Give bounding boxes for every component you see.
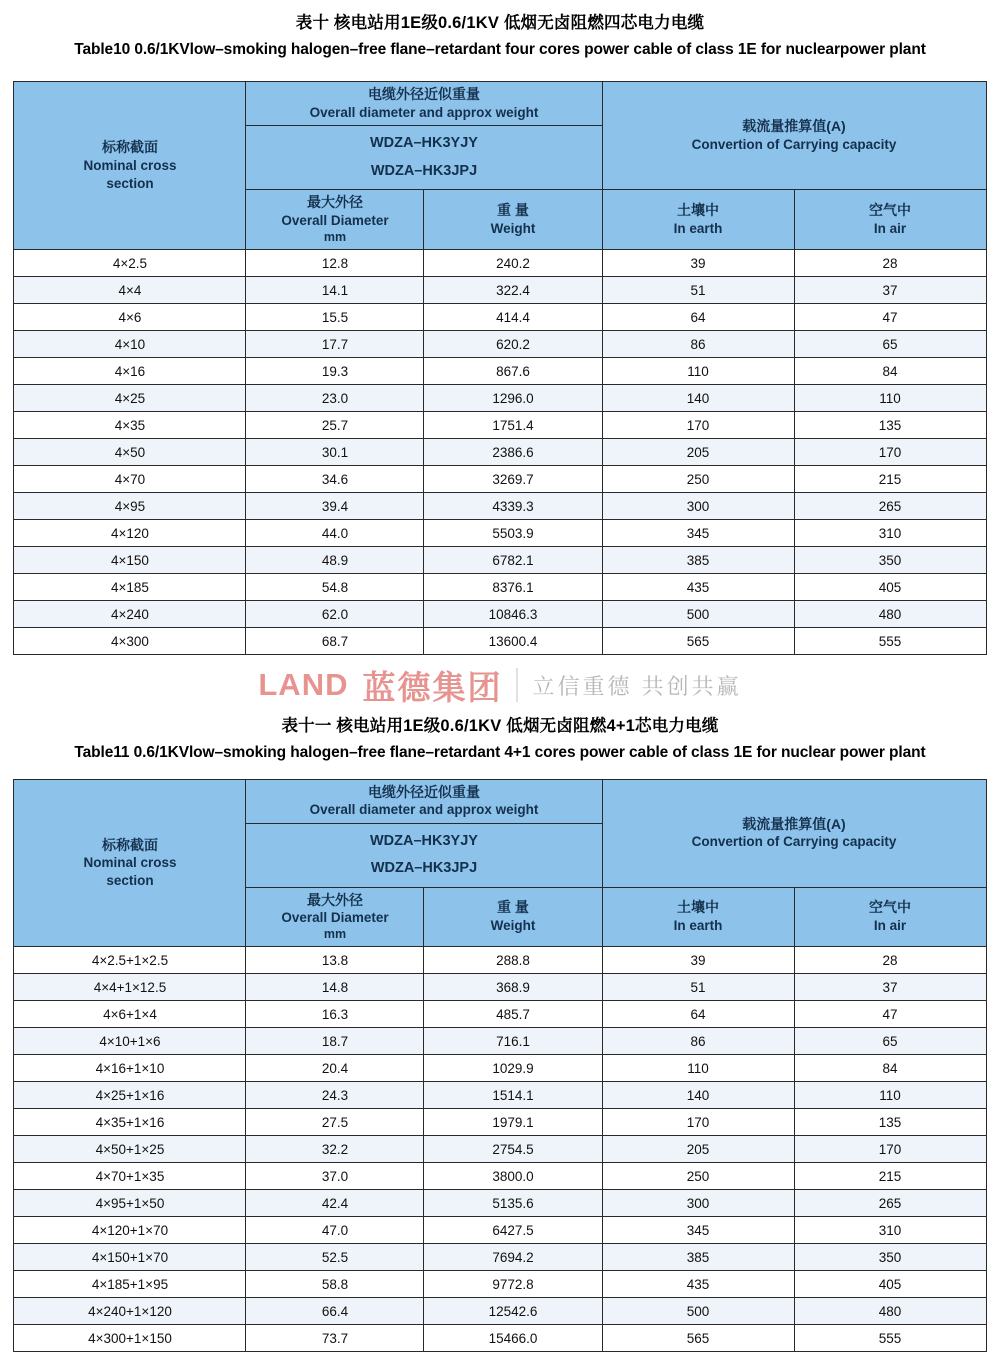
table-cell: 14.1 <box>246 277 424 304</box>
table-cell: 64 <box>602 304 794 331</box>
table-cell: 480 <box>794 1298 986 1325</box>
table-cell: 84 <box>794 1055 986 1082</box>
table-row <box>14 331 986 358</box>
table-cell: 66.4 <box>246 1298 424 1325</box>
table-cell: 9772.8 <box>424 1271 602 1298</box>
table-cell: 4×95 <box>14 493 246 520</box>
table-cell: 385 <box>602 547 794 574</box>
table-cell: 480 <box>794 601 986 628</box>
table-cell: 4×35 <box>14 412 246 439</box>
table-cell: 205 <box>602 439 794 466</box>
table-cell: 1751.4 <box>424 412 602 439</box>
table-cell: 385 <box>602 1244 794 1271</box>
table-cell: 4×4 <box>14 277 246 304</box>
table10-title-en: Table10 0.6/1KVlow–smoking halogen–free flane–retardant four cores power cable of class 1E for nuclearpower plant <box>10 38 990 61</box>
table10-header <box>14 82 986 250</box>
table-cell: 39 <box>602 947 794 974</box>
table-cell: 555 <box>794 1325 986 1352</box>
table10-col-overall-diameter: 最大外径 Overall Diameter mm <box>246 190 424 250</box>
table-row <box>14 520 986 547</box>
table-cell: 4×10 <box>14 331 246 358</box>
table-row <box>14 304 986 331</box>
table-cell: 47.0 <box>246 1217 424 1244</box>
table-cell: 170 <box>794 1136 986 1163</box>
table-cell: 265 <box>794 493 986 520</box>
table-cell: 310 <box>794 1217 986 1244</box>
table-cell: 1296.0 <box>424 385 602 412</box>
table-cell: 54.8 <box>246 574 424 601</box>
table-cell: 4×6 <box>14 304 246 331</box>
table-row <box>14 1325 986 1352</box>
table-cell: 250 <box>602 1163 794 1190</box>
table-cell: 4×10+1×6 <box>14 1028 246 1055</box>
table-cell: 110 <box>602 358 794 385</box>
table-cell: 1029.9 <box>424 1055 602 1082</box>
table-cell: 65 <box>794 331 986 358</box>
table10-product-codes: WDZA–HK3YJY WDZA–HK3JPJ <box>246 126 602 190</box>
table-cell: 322.4 <box>424 277 602 304</box>
table-cell: 345 <box>602 520 794 547</box>
table11-title-block <box>0 715 1000 764</box>
table11-col-overall-diameter: 最大外径 Overall Diameter mm <box>246 887 424 947</box>
table-cell: 24.3 <box>246 1082 424 1109</box>
table-cell: 565 <box>602 1325 794 1352</box>
table-cell: 52.5 <box>246 1244 424 1271</box>
table-row <box>14 601 986 628</box>
table-cell: 37 <box>794 974 986 1001</box>
table10-title-block <box>0 12 1000 61</box>
watermark-divider <box>516 668 518 702</box>
table-cell: 62.0 <box>246 601 424 628</box>
table-cell: 4×70+1×35 <box>14 1163 246 1190</box>
table-row <box>14 947 986 974</box>
table-cell: 4×300 <box>14 628 246 655</box>
table-cell: 4×150 <box>14 547 246 574</box>
table-cell: 4×25 <box>14 385 246 412</box>
table11-header-row-1 <box>14 779 986 823</box>
table-cell: 64 <box>602 1001 794 1028</box>
table-cell: 34.6 <box>246 466 424 493</box>
table11-header <box>14 779 986 947</box>
table-cell: 4×6+1×4 <box>14 1001 246 1028</box>
table-cell: 435 <box>602 574 794 601</box>
table-cell: 620.2 <box>424 331 602 358</box>
table-cell: 4×16+1×10 <box>14 1055 246 1082</box>
table-cell: 37 <box>794 277 986 304</box>
table-cell: 265 <box>794 1190 986 1217</box>
table-cell: 140 <box>602 1082 794 1109</box>
table-cell: 16.3 <box>246 1001 424 1028</box>
table-cell: 110 <box>602 1055 794 1082</box>
table-row <box>14 1055 986 1082</box>
table-cell: 4×120+1×70 <box>14 1217 246 1244</box>
table11-title-en: Table11 0.6/1KVlow–smoking halogen–free flane–retardant 4+1 cores power cable of class 1E for nuclear power plant <box>10 741 990 764</box>
table-row <box>14 974 986 1001</box>
table-row <box>14 547 986 574</box>
table-row <box>14 385 986 412</box>
table-cell: 47 <box>794 1001 986 1028</box>
land-logo-icon: LAND <box>258 667 348 703</box>
spacer-title-table10 <box>0 61 1000 81</box>
table-cell: 65 <box>794 1028 986 1055</box>
table-cell: 47 <box>794 304 986 331</box>
table-cell: 39.4 <box>246 493 424 520</box>
table-cell: 368.9 <box>424 974 602 1001</box>
table-cell: 4×240+1×120 <box>14 1298 246 1325</box>
table10-title-cn: 表十 核电站用1E级0.6/1KV 低烟无卤阻燃四芯电力电缆 <box>10 12 990 35</box>
table-cell: 28 <box>794 250 986 277</box>
table-cell: 20.4 <box>246 1055 424 1082</box>
table-cell: 170 <box>602 412 794 439</box>
table-cell: 345 <box>602 1217 794 1244</box>
table-row <box>14 358 986 385</box>
table-cell: 13.8 <box>246 947 424 974</box>
table-cell: 215 <box>794 1163 986 1190</box>
table-cell: 18.7 <box>246 1028 424 1055</box>
table-cell: 32.2 <box>246 1136 424 1163</box>
spacer-title-table11 <box>0 765 1000 779</box>
table10-body <box>14 250 986 655</box>
table-cell: 110 <box>794 385 986 412</box>
brand-slogan: 立信重德 共创共赢 <box>532 670 741 701</box>
table-cell: 4339.3 <box>424 493 602 520</box>
table-cell: 27.5 <box>246 1109 424 1136</box>
table11 <box>13 779 986 1352</box>
table11-group-diameter-weight: 电缆外径近似重量 Overall diameter and approx weight <box>246 779 602 823</box>
table11-title-cn: 表十一 核电站用1E级0.6/1KV 低烟无卤阻燃4+1芯电力电缆 <box>10 715 990 738</box>
table-cell: 205 <box>602 1136 794 1163</box>
table-cell: 300 <box>602 493 794 520</box>
table10-group-diameter-weight: 电缆外径近似重量 Overall diameter and approx weight <box>246 82 602 126</box>
table-cell: 135 <box>794 412 986 439</box>
table-cell: 10846.3 <box>424 601 602 628</box>
table-cell: 15.5 <box>246 304 424 331</box>
table-row <box>14 412 986 439</box>
table-row <box>14 1190 986 1217</box>
table-cell: 215 <box>794 466 986 493</box>
table-cell: 28 <box>794 947 986 974</box>
company-watermark <box>0 655 1000 715</box>
table-row <box>14 1082 986 1109</box>
table-cell: 170 <box>602 1109 794 1136</box>
table-row <box>14 1244 986 1271</box>
table-cell: 58.8 <box>246 1271 424 1298</box>
table-row <box>14 250 986 277</box>
table-cell: 17.7 <box>246 331 424 358</box>
table-cell: 4×2.5 <box>14 250 246 277</box>
table-cell: 12.8 <box>246 250 424 277</box>
table-cell: 3800.0 <box>424 1163 602 1190</box>
table-cell: 405 <box>794 574 986 601</box>
table11-col-weight: 重 量 Weight <box>424 887 602 947</box>
table-cell: 288.8 <box>424 947 602 974</box>
table-cell: 565 <box>602 628 794 655</box>
table-cell: 84 <box>794 358 986 385</box>
table-cell: 1514.1 <box>424 1082 602 1109</box>
table-row <box>14 1271 986 1298</box>
table-cell: 867.6 <box>424 358 602 385</box>
table10-header-row-1 <box>14 82 986 126</box>
table11-product-codes: WDZA–HK3YJY WDZA–HK3JPJ <box>246 823 602 887</box>
table-row <box>14 1217 986 1244</box>
table-cell: 2754.5 <box>424 1136 602 1163</box>
table-cell: 19.3 <box>246 358 424 385</box>
table11-col-in-earth: 土壤中 In earth <box>602 887 794 947</box>
table-row <box>14 493 986 520</box>
table-row <box>14 1109 986 1136</box>
table-cell: 4×50+1×25 <box>14 1136 246 1163</box>
table-cell: 555 <box>794 628 986 655</box>
table-cell: 7694.2 <box>424 1244 602 1271</box>
table-cell: 2386.6 <box>424 439 602 466</box>
table-row <box>14 628 986 655</box>
table-cell: 48.9 <box>246 547 424 574</box>
table-cell: 240.2 <box>424 250 602 277</box>
table-cell: 500 <box>602 601 794 628</box>
table-cell: 4×4+1×12.5 <box>14 974 246 1001</box>
table-cell: 405 <box>794 1271 986 1298</box>
table-cell: 4×240 <box>14 601 246 628</box>
table-cell: 73.7 <box>246 1325 424 1352</box>
table-cell: 310 <box>794 520 986 547</box>
table-cell: 4×300+1×150 <box>14 1325 246 1352</box>
brand-name-cn: 蓝德集团 <box>362 662 502 709</box>
table-cell: 25.7 <box>246 412 424 439</box>
table11-body <box>14 947 986 1352</box>
table-cell: 14.8 <box>246 974 424 1001</box>
table11-col-nominal-section: 标称截面 Nominal cross section <box>14 779 246 947</box>
table-cell: 23.0 <box>246 385 424 412</box>
table10-col-nominal-section: 标称截面 Nominal cross section <box>14 82 246 250</box>
table-row <box>14 574 986 601</box>
table-cell: 4×95+1×50 <box>14 1190 246 1217</box>
table-cell: 110 <box>794 1082 986 1109</box>
table11-group-carrying-capacity: 载流量推算值(A) Convertion of Carrying capacity <box>602 779 986 887</box>
table-cell: 42.4 <box>246 1190 424 1217</box>
table-cell: 68.7 <box>246 628 424 655</box>
table-cell: 4×70 <box>14 466 246 493</box>
table-cell: 5135.6 <box>424 1190 602 1217</box>
table-cell: 4×25+1×16 <box>14 1082 246 1109</box>
table-cell: 4×50 <box>14 439 246 466</box>
table-cell: 4×120 <box>14 520 246 547</box>
table-cell: 140 <box>602 385 794 412</box>
table-cell: 4×35+1×16 <box>14 1109 246 1136</box>
table-cell: 3269.7 <box>424 466 602 493</box>
table10-col-in-earth: 土壤中 In earth <box>602 190 794 250</box>
table-row <box>14 1028 986 1055</box>
table-cell: 414.4 <box>424 304 602 331</box>
table10-col-in-air: 空气中 In air <box>794 190 986 250</box>
table-cell: 716.1 <box>424 1028 602 1055</box>
table-cell: 13600.4 <box>424 628 602 655</box>
table-cell: 4×150+1×70 <box>14 1244 246 1271</box>
table-cell: 1979.1 <box>424 1109 602 1136</box>
table-cell: 86 <box>602 331 794 358</box>
table-cell: 6427.5 <box>424 1217 602 1244</box>
table-cell: 4×185+1×95 <box>14 1271 246 1298</box>
table-cell: 485.7 <box>424 1001 602 1028</box>
table-cell: 4×2.5+1×2.5 <box>14 947 246 974</box>
table-cell: 37.0 <box>246 1163 424 1190</box>
table-cell: 39 <box>602 250 794 277</box>
table-cell: 4×185 <box>14 574 246 601</box>
table-row <box>14 1001 986 1028</box>
top-spacer <box>0 0 1000 12</box>
table-cell: 350 <box>794 1244 986 1271</box>
table11-col-in-air: 空气中 In air <box>794 887 986 947</box>
table-row <box>14 466 986 493</box>
table-cell: 51 <box>602 277 794 304</box>
table10-col-weight: 重 量 Weight <box>424 190 602 250</box>
table-cell: 300 <box>602 1190 794 1217</box>
table-row <box>14 277 986 304</box>
table-cell: 500 <box>602 1298 794 1325</box>
table-cell: 435 <box>602 1271 794 1298</box>
table-cell: 12542.6 <box>424 1298 602 1325</box>
table10 <box>13 81 986 655</box>
table10-group-carrying-capacity: 载流量推算值(A) Convertion of Carrying capacity <box>602 82 986 190</box>
table-cell: 4×16 <box>14 358 246 385</box>
table-cell: 170 <box>794 439 986 466</box>
table-row <box>14 1136 986 1163</box>
table-cell: 5503.9 <box>424 520 602 547</box>
table-cell: 250 <box>602 466 794 493</box>
table-cell: 86 <box>602 1028 794 1055</box>
table-cell: 51 <box>602 974 794 1001</box>
table-row <box>14 1298 986 1325</box>
table-row <box>14 439 986 466</box>
table-cell: 135 <box>794 1109 986 1136</box>
table-row <box>14 1163 986 1190</box>
table-cell: 44.0 <box>246 520 424 547</box>
table-cell: 8376.1 <box>424 574 602 601</box>
table-cell: 6782.1 <box>424 547 602 574</box>
table-cell: 30.1 <box>246 439 424 466</box>
table-cell: 15466.0 <box>424 1325 602 1352</box>
table-cell: 350 <box>794 547 986 574</box>
